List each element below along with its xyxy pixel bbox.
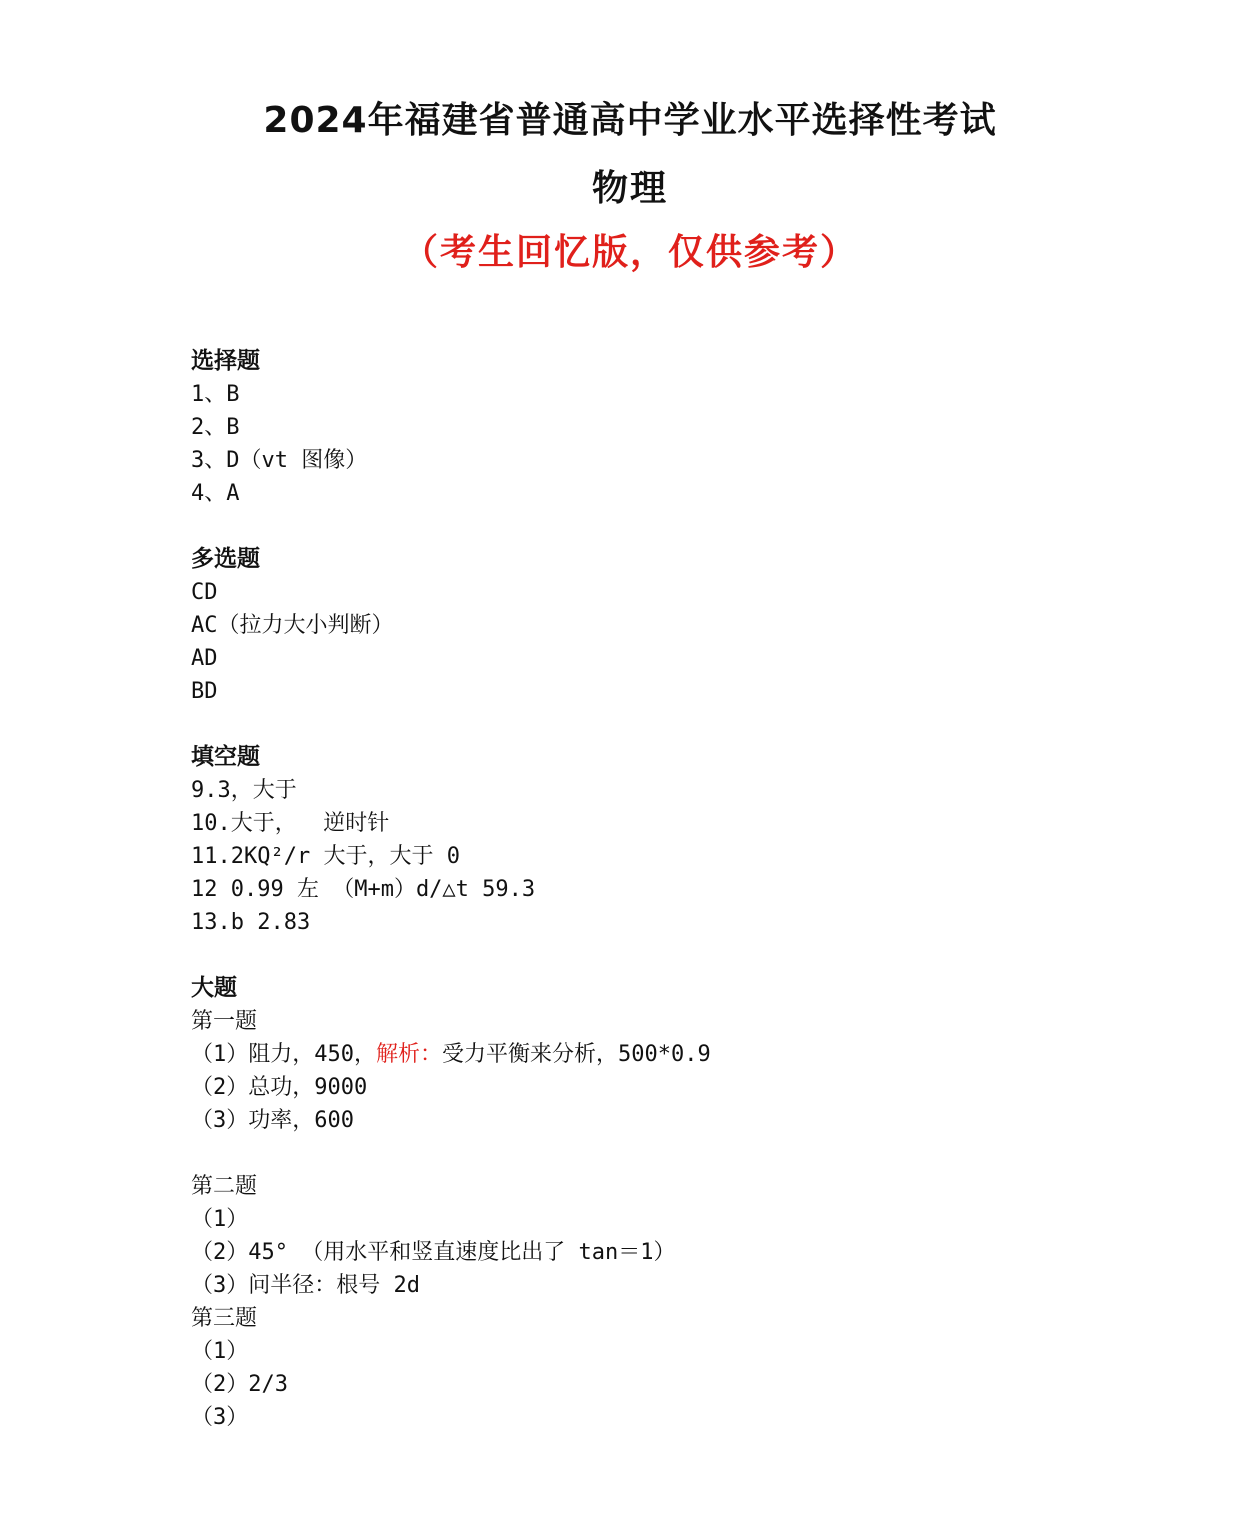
- answer-line: BD: [191, 679, 218, 704]
- question-title-1: 第一题: [191, 1009, 258, 1034]
- answer-content: [191, 345, 1191, 1434]
- question-title-3: 第三题: [191, 1306, 258, 1331]
- answer-line: 10.大于， 逆时针: [191, 811, 390, 836]
- subject-title: 物理: [591, 168, 668, 209]
- section-heading-big-questions: 大题: [191, 975, 237, 1001]
- section-heading-fill-blank: 填空题: [191, 744, 260, 770]
- answer-line: （2）45° （用水平和竖直速度比出了 tan＝1）: [191, 1240, 676, 1265]
- answer-line: 12 0.99 左 （M+m）d/△t 59.3: [191, 877, 536, 902]
- answer-line: [191, 1038, 1191, 1071]
- answer-line: 9.3，大于: [191, 778, 297, 803]
- answer-line: （3）问半径：根号 2d: [191, 1273, 420, 1298]
- recall-note: （考生回忆版，仅供参考）: [401, 232, 858, 273]
- exam-title: 2024年福建省普通高中学业水平选择性考试: [263, 100, 997, 141]
- analysis-label: 解析：: [375, 1042, 442, 1067]
- answer-line: （3）功率，600: [191, 1108, 354, 1133]
- spacer: [191, 939, 1191, 972]
- answer-line: （3）: [191, 1405, 249, 1430]
- answer-line: 3、D（vt 图像）: [191, 448, 368, 473]
- spacer: [191, 1137, 1191, 1170]
- answer-line: CD: [191, 580, 218, 605]
- answer-line: 2、B: [191, 415, 240, 440]
- section-heading-multi-choice: 多选题: [191, 546, 260, 572]
- answer-line: （2）2/3: [191, 1372, 288, 1397]
- section-heading-single-choice: 选择题: [191, 348, 260, 374]
- answer-line: 11.2KQ²/r 大于，大于 0: [191, 844, 460, 869]
- answer-line: （1）: [191, 1207, 249, 1232]
- answer-line: AD: [191, 646, 218, 671]
- answer-line: AC（拉力大小判断）: [191, 613, 394, 638]
- answer-text: （1）阻力，450，: [191, 1042, 376, 1067]
- spacer: [191, 510, 1191, 543]
- answer-line: 4、A: [191, 481, 240, 506]
- answer-line: 13.b 2.83: [191, 910, 311, 935]
- spacer: [191, 708, 1191, 741]
- answer-text: 受力平衡来分析，500*0.9: [442, 1042, 711, 1067]
- answer-line: （2）总功，9000: [191, 1075, 368, 1100]
- answer-line: 1、B: [191, 382, 240, 407]
- question-title-2: 第二题: [191, 1174, 258, 1199]
- answer-line: （1）: [191, 1339, 249, 1364]
